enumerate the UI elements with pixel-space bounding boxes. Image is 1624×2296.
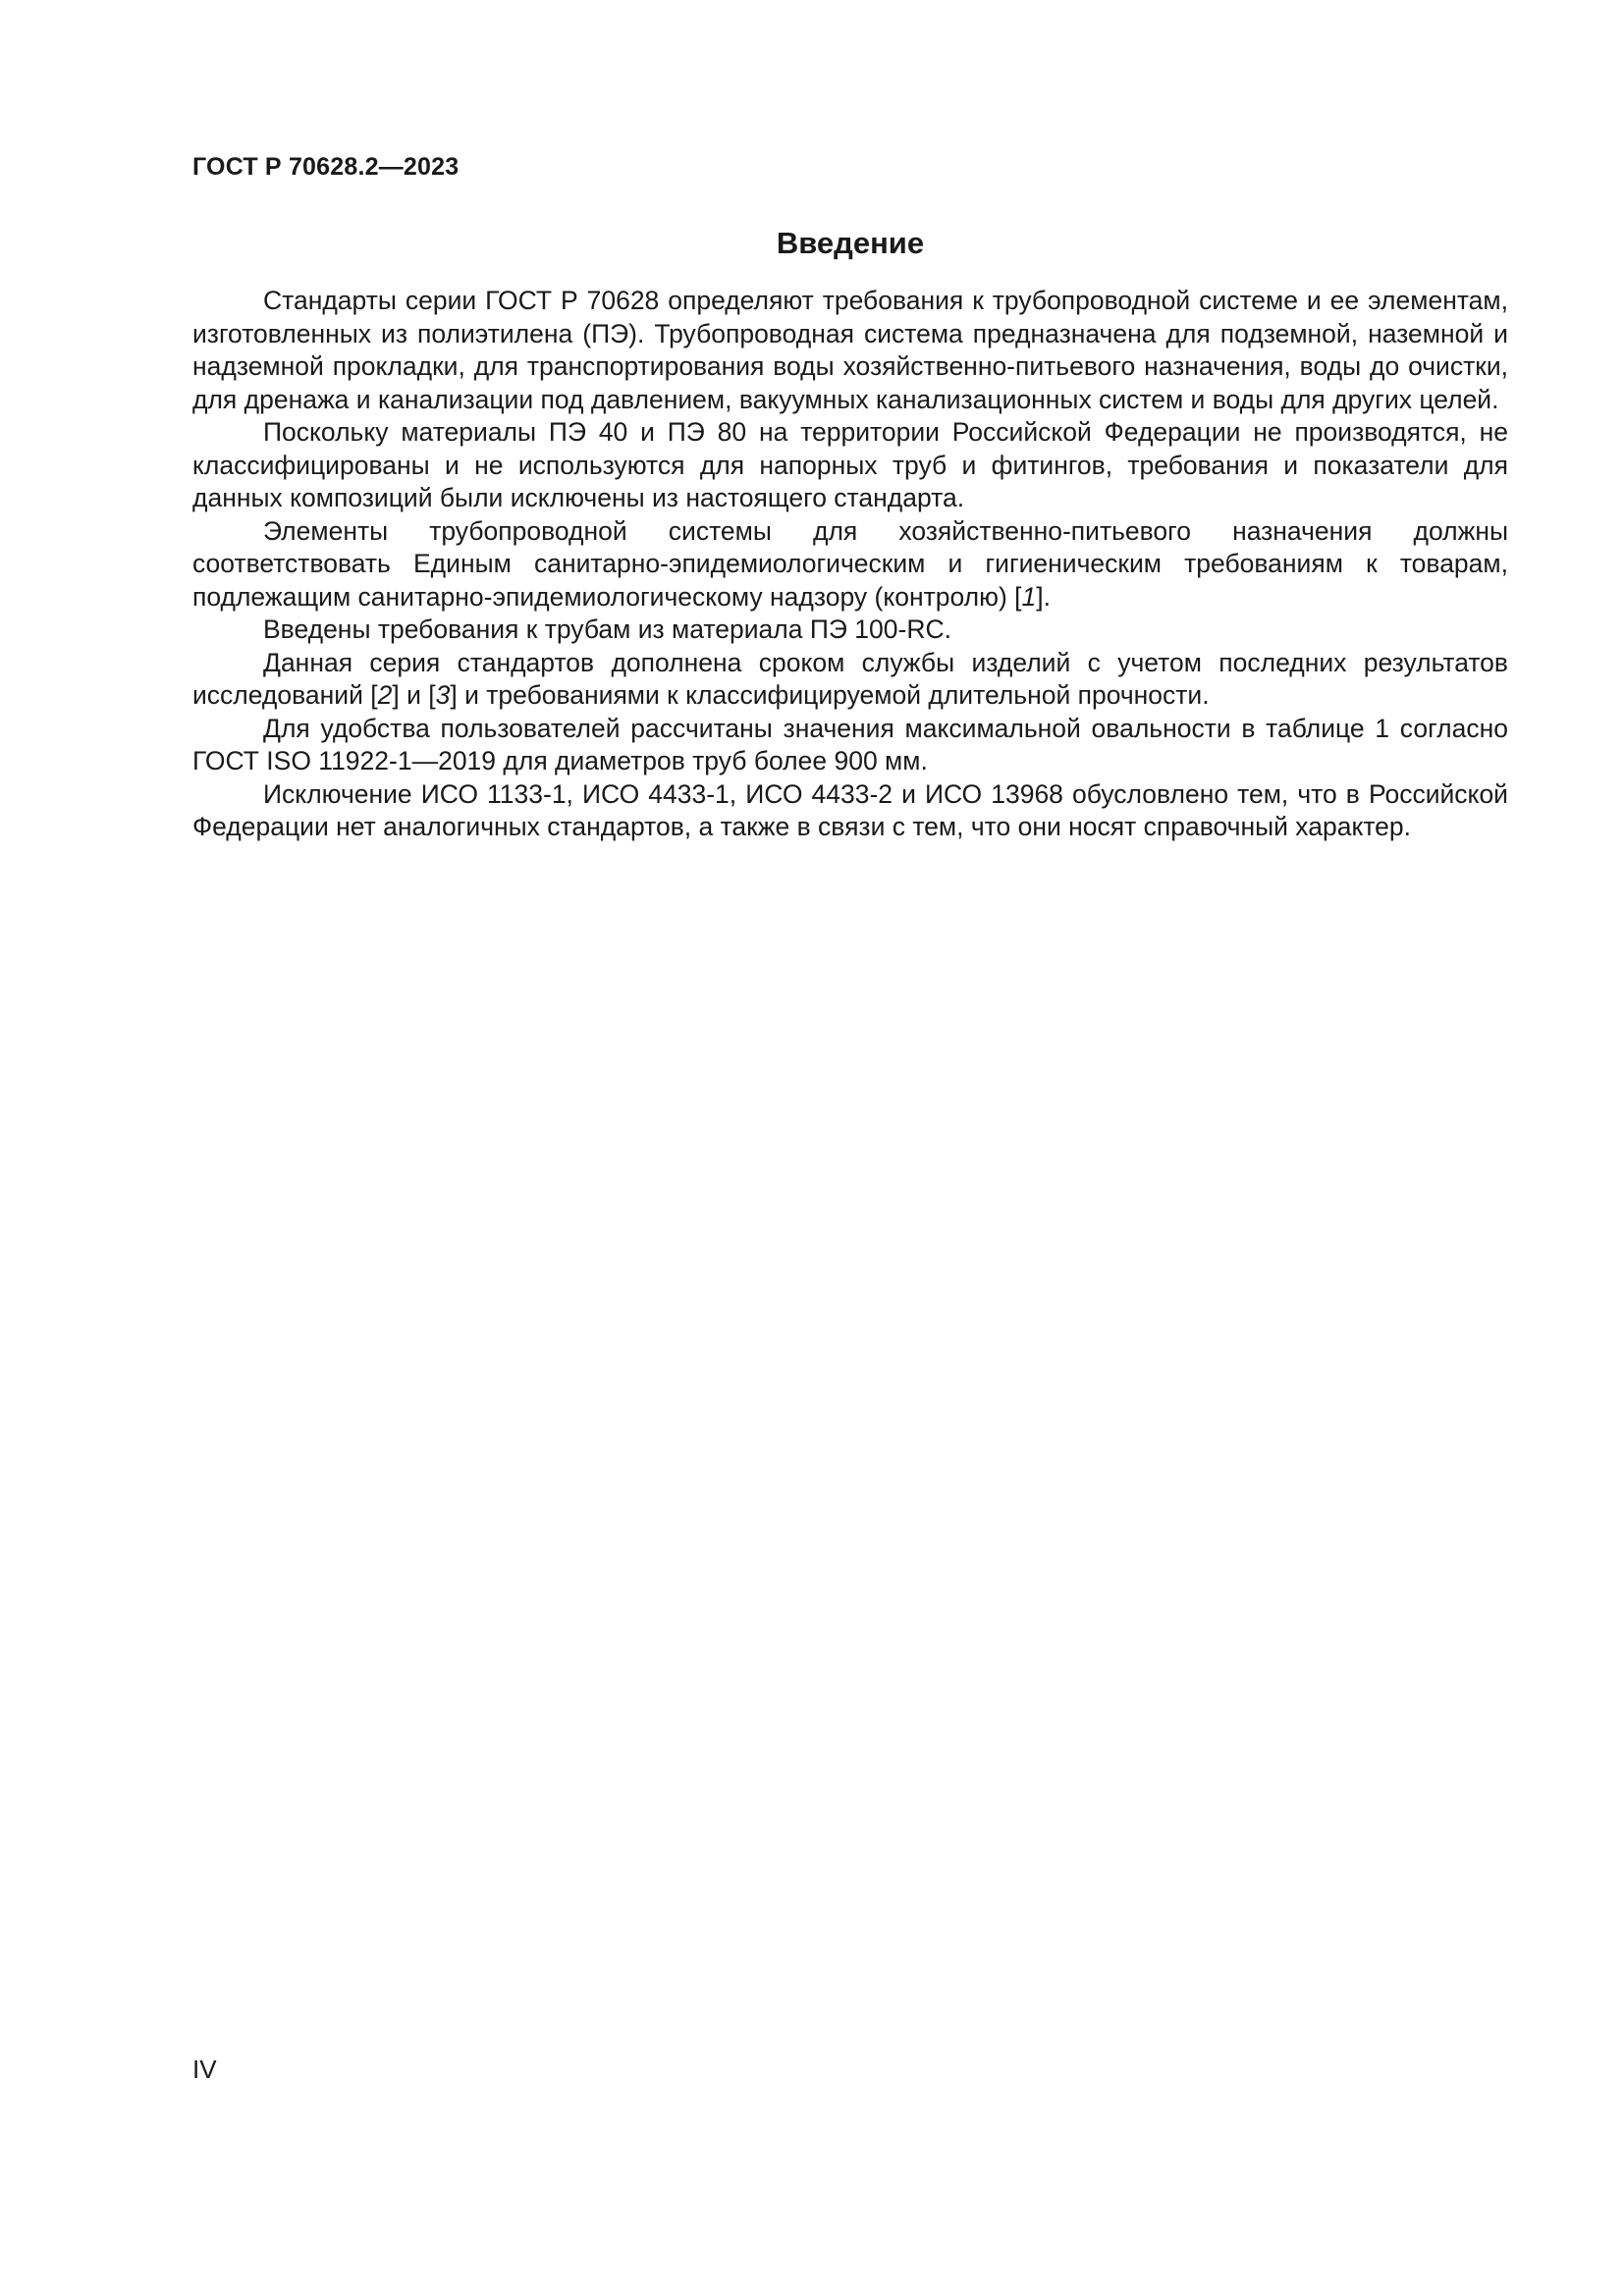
paragraph: Поскольку материалы ПЭ 40 и ПЭ 80 на территории Российской Федерации не производятся, не классифицированы и не используются для напорных труб и фитингов, требования и показатели для данных композиций были исключены из настоящего стандарта. [192, 417, 1508, 512]
bibliography-reference: 1 [1021, 581, 1037, 612]
paragraph-text: ]. [1036, 581, 1052, 612]
paragraph: Введены требования к трубам из материала ПЭ 100-RC. [263, 614, 951, 644]
bibliography-reference: 2 [377, 680, 393, 710]
paragraph-text: Элементы трубопроводной системы для хозяйственно-питьевого назначения должны соответствовать Единым санитарно-эпидемиологическим и гигиеническим требованиям к товарам, подлежащим санитарно-эпидемиологическому надзору (контролю) [ [192, 515, 1508, 612]
paragraph-text: Данная серия стандартов дополнена сроком службы изделий с учетом последних результатов исследований [ [192, 647, 1508, 710]
paragraph [192, 515, 1508, 614]
paragraph-text: ] и требованиями к классифицируемой длительной прочности. [450, 680, 1210, 710]
document-code: ГОСТ Р 70628.2—2023 [192, 153, 460, 181]
page-number: IV [192, 2055, 217, 2084]
paragraph: Для удобства пользователей рассчитаны значения максимальной овальности в таблице 1 согласно ГОСТ ISO 11922-1—2019 для диаметров труб более 900 мм. [192, 713, 1508, 775]
section-title: Введение [776, 226, 925, 260]
bibliography-reference: 3 [435, 680, 451, 710]
paragraph [192, 647, 1508, 713]
paragraph: Стандарты серии ГОСТ Р 70628 определяют требования к трубопроводной системе и ее элементам, изготовленных из полиэтилена (ПЭ). Трубопроводная система предназначена для подземной, наземной и надземной прокладки, для транспортирования воды хозяйственно-питьевого назначения, воды до очистки, для дренажа и канализации под давлением, вакуумных канализационных систем и воды для других целей. [192, 286, 1508, 414]
paragraph: Исключение ИСО 1133-1, ИСО 4433-1, ИСО 4433-2 и ИСО 13968 обусловлено тем, что в Российской Федерации нет аналогичных стандартов, а также в связи с тем, что они носят справочный характер. [192, 778, 1508, 841]
paragraph-text: ] и [ [392, 680, 436, 710]
body-text [192, 285, 1508, 844]
